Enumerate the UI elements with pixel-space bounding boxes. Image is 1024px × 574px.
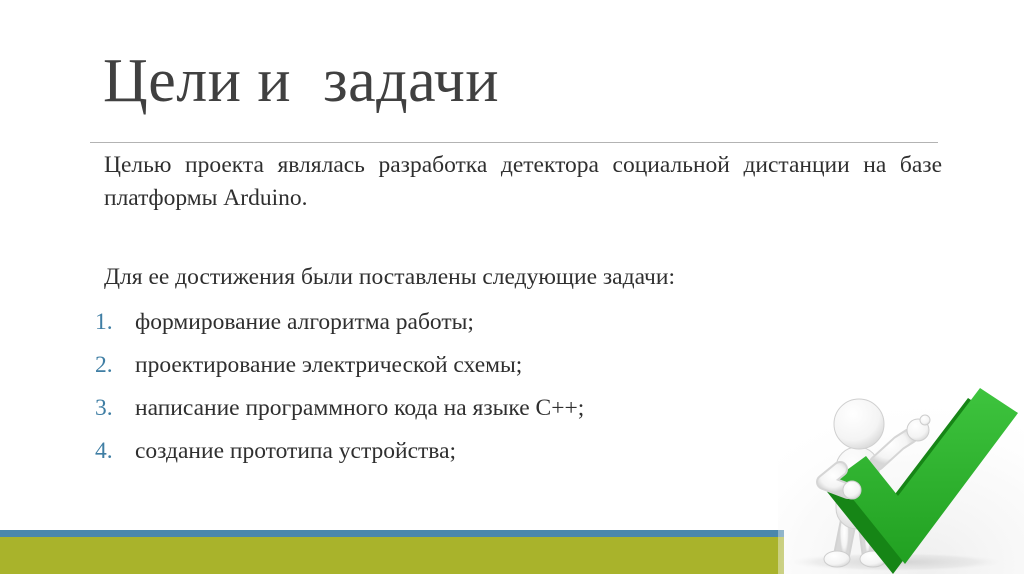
task-number: 1. <box>95 309 113 335</box>
goal-paragraph: Целью проекта являлась разработка детектора социальной дистанции на базе платформы Arduino. <box>104 152 942 211</box>
task-item <box>95 301 935 344</box>
task-text: формирование алгоритма работы; <box>135 309 474 335</box>
checkmark-figure-illustration <box>778 383 1024 574</box>
figure-head <box>834 399 884 449</box>
task-text: создание прототипа устройства; <box>135 438 457 464</box>
task-text: проектирование электрической схемы; <box>135 352 523 378</box>
task-text: написание программного кода на языке C++; <box>135 395 585 421</box>
task-number: 3. <box>95 395 113 421</box>
bottom-accent-bar-olive <box>0 537 784 574</box>
task-number: 4. <box>95 438 113 464</box>
task-number: 2. <box>95 352 113 378</box>
task-item <box>95 344 935 387</box>
title-divider <box>90 142 938 143</box>
slide-title: Цели и задачи <box>103 47 500 115</box>
tasks-intro: Для ее достижения были поставлены следующие задачи: <box>104 264 675 290</box>
bottom-accent-bar-blue <box>0 530 784 537</box>
